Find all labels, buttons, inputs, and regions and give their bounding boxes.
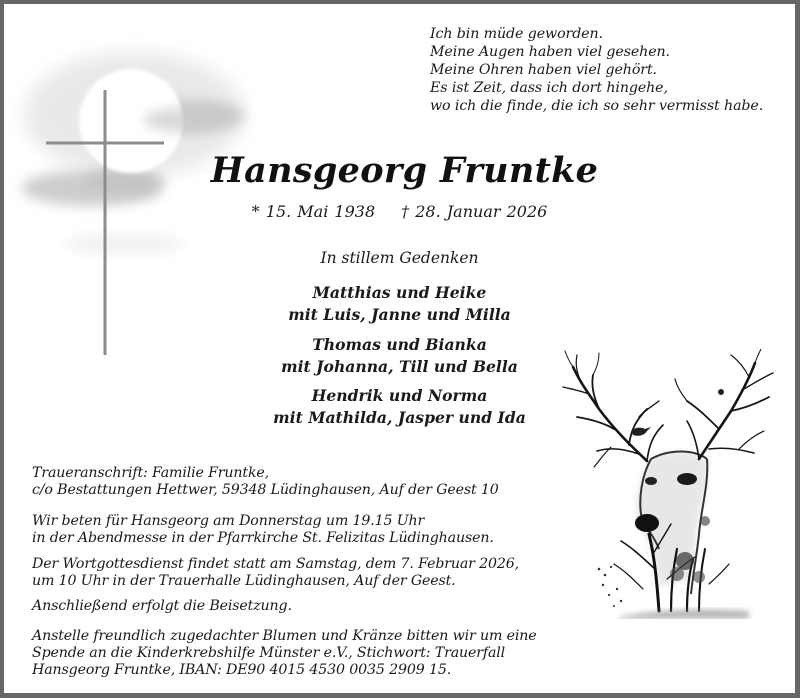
obituary-notice [4,4,795,693]
info-line: um 10 Uhr in der Trauerhalle Lüdinghausen, Auf der Geest. [32,573,456,590]
family-children: mit Johanna, Till und Bella [281,357,518,376]
info-line: Anschließend erfolgt die Beisetzung. [32,598,292,614]
burial-notice [32,598,292,615]
poem-line: Meine Ohren haben viel gehört. [430,62,657,78]
poem-line: Ich bin müde geworden. [430,26,603,42]
prayer-notice [32,513,494,547]
family-parents: Thomas und Bianka [312,335,487,354]
family-children: mit Luis, Janne und Milla [288,305,511,324]
family-children: mit Mathilda, Jasper und Ida [273,408,526,427]
info-line: Anstelle freundlich zugedachter Blumen und Kränze bitten wir um eine [32,628,537,644]
service-notice [32,556,519,590]
family-group [4,282,795,326]
life-dates [4,202,795,221]
death-date: † 28. Januar 2026 [401,202,548,221]
birth-date: * 15. Mai 1938 [251,202,376,221]
poem [430,25,763,115]
info-line: Der Wortgottesdienst findet statt am Samstag, dem 7. Februar 2026, [32,556,520,572]
info-line: Wir beten für Hansgeorg am Donnerstag um 19.15 Uhr [32,513,425,529]
info-line: Hansgeorg Fruntke, IBAN: DE90 4015 4530 0035 2909 15. [32,662,452,679]
family-parents: Hendrik und Norma [311,386,488,405]
mourning-address [32,465,499,499]
memorial-line: In stillem Gedenken [320,249,479,267]
donation-notice [32,628,537,680]
deceased-name: Hansgeorg Fruntke [210,150,599,191]
family-parents: Matthias und Heike [312,283,487,302]
info-line: in der Abendmesse in der Pfarrkirche St. Felizitas Lüdinghausen. [32,530,494,547]
deer-tree-illustration-icon [559,349,789,619]
poem-line: Es ist Zeit, dass ich dort hingehe, [430,80,668,96]
poem-line: Meine Augen haben viel gesehen. [430,44,670,60]
poem-line: wo ich die finde, die ich so sehr vermisst habe. [430,98,764,114]
info-line: Traueranschrift: Familie Fruntke, [32,465,270,481]
info-line: c/o Bestattungen Hettwer, 59348 Lüdinghausen, Auf der Geest 10 [32,482,499,499]
info-line: Spende an die Kinderkrebshilfe Münster e.V., Stichwort: Trauerfall [32,645,506,662]
